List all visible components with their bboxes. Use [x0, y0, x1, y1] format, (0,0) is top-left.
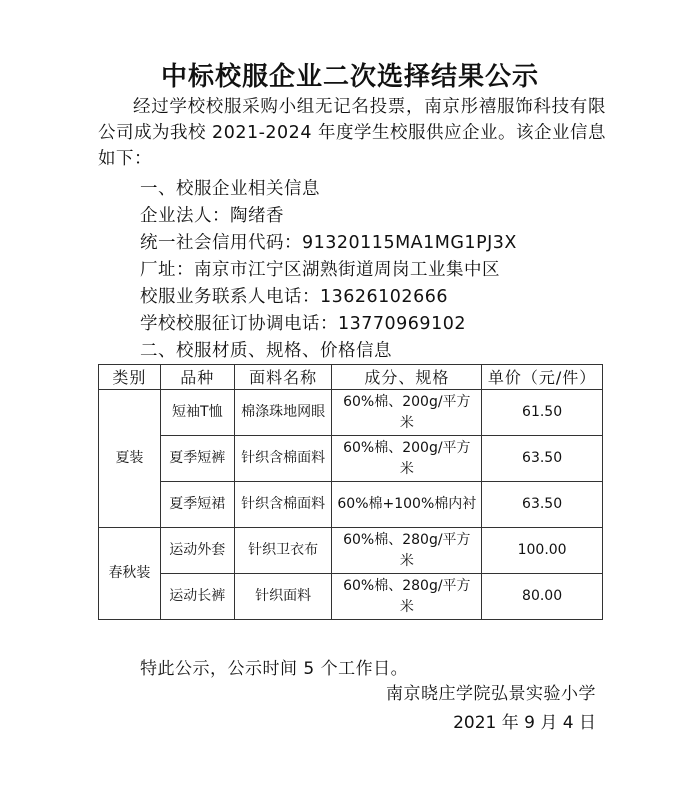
page-title: 中标校服企业二次选择结果公示: [160, 62, 539, 92]
price-cell: 63.50: [482, 482, 603, 528]
category-cell: 春秋装: [99, 528, 161, 620]
item-cell: 短袖T恤: [160, 390, 234, 436]
fabric-cell: 针织含棉面料: [234, 436, 332, 482]
intro-paragraph: 经过学校校服采购小组无记名投票，南京彤禧服饰科技有限公司成为我校 2021-2024 年度学生校服供应企业。该企业信息如下：: [98, 97, 607, 169]
credit-code: 统一社会信用代码：91320115MA1MG1PJ3X: [140, 233, 517, 253]
price-cell: 63.50: [482, 436, 603, 482]
item-cell: 运动长裤: [160, 574, 234, 620]
item-cell: 运动外套: [160, 528, 234, 574]
price-cell: 80.00: [482, 574, 603, 620]
section-1-heading: 一、校服企业相关信息: [140, 179, 320, 199]
fabric-cell: 棉涤珠地网眼: [234, 390, 332, 436]
table-row: [99, 574, 603, 620]
spec-cell: 60%棉、280g/平方米: [332, 574, 482, 620]
category-cell: 夏装: [99, 390, 161, 528]
table-row: [99, 390, 603, 436]
table-row: [99, 528, 603, 574]
coordination-phone: 学校校服征订协调电话：13770969102: [140, 314, 466, 334]
spec-cell: 60%棉、200g/平方米: [332, 436, 482, 482]
fabric-cell: 针织卫衣布: [234, 528, 332, 574]
notice-text: 特此公示，公示时间 5 个工作日。: [140, 659, 409, 679]
section-2-heading: 二、校服材质、规格、价格信息: [140, 341, 392, 361]
uniform-table: [98, 364, 603, 620]
factory-address: 厂址：南京市江宁区湖熟街道周岗工业集中区: [140, 260, 500, 280]
table-row: [99, 482, 603, 528]
header-spec: 成分、规格: [332, 365, 482, 390]
fabric-cell: 针织含棉面料: [234, 482, 332, 528]
date: 2021 年 9 月 4 日: [453, 713, 596, 733]
signature: 南京晓庄学院弘景实验小学: [386, 684, 596, 704]
spec-cell: 60%棉、200g/平方米: [332, 390, 482, 436]
header-fabric: 面料名称: [234, 365, 332, 390]
business-phone: 校服业务联系人电话：13626102666: [140, 287, 448, 307]
fabric-cell: 针织面料: [234, 574, 332, 620]
spec-cell: 60%棉+100%棉内衬: [332, 482, 482, 528]
item-cell: 夏季短裙: [160, 482, 234, 528]
header-category: 类别: [99, 365, 161, 390]
table-header-row: [99, 365, 603, 390]
spec-cell: 60%棉、280g/平方米: [332, 528, 482, 574]
table-row: [99, 436, 603, 482]
item-cell: 夏季短裤: [160, 436, 234, 482]
header-item: 品种: [160, 365, 234, 390]
price-cell: 61.50: [482, 390, 603, 436]
legal-person: 企业法人：陶绪香: [140, 206, 284, 226]
header-price: 单价（元/件）: [482, 365, 603, 390]
price-cell: 100.00: [482, 528, 603, 574]
